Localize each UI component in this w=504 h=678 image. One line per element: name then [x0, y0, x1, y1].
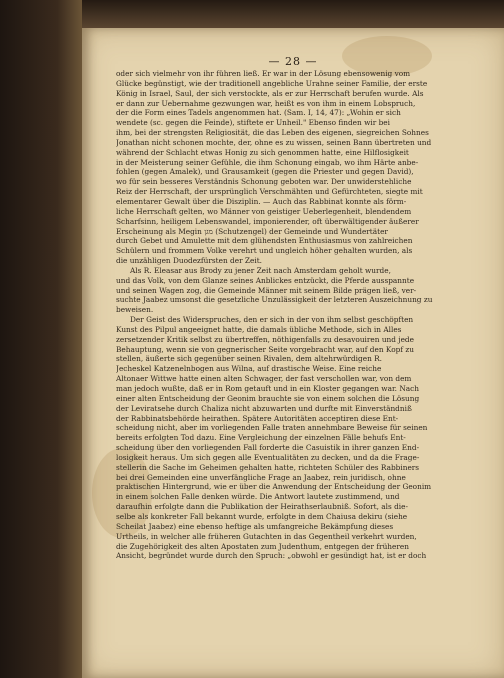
text-line: beweisen. [116, 305, 154, 315]
text-line: stellerin die Sache im Geheimen gehalten hatte, richteten Schüler des Rabbiners [116, 462, 420, 472]
body-text [116, 69, 484, 561]
text-line: Scheilat Jaabez) eine ebenso heftige als umfangreiche Bekämpfung dieses [116, 521, 394, 531]
text-line: Urtheils, in welcher alle früheren Gutachten in das Gegentheil verkehrt wurden, [116, 531, 417, 541]
text-line: und seinen Wagen zog, die Gemeinde Männer mit seinem Bilde prägen ließ, ver- [116, 285, 417, 295]
text-line: Jonathan nicht schonen mochte, der, ohne es zu wissen, seinen Bann übertreten und [116, 137, 432, 147]
text-line: Glücke begünstigt, wie der traditionell angebliche Urahne seiner Familie, der erste [116, 78, 428, 88]
text-line: der Leviratsehe durch Chaliza nicht abzuwarten und durfte mit Einverständniß [116, 403, 412, 413]
text-line: Reiz der Herrschaft, der ursprünglich Verschmähten und Gefürchteten, siegte mit [116, 187, 423, 197]
text-line: stellen, äußerte sich gegenüber seinen Rivalen, dem altehrwürdigen R. [116, 354, 383, 364]
text-line: daraufhin erfolgte dann die Publikation der Heirathserlaubniß. Sofort, als die- [116, 502, 408, 512]
text-line: selbe als konkreter Fall bekannt wurde, erfolgte in dem Chaiusa dekiru (siehe [116, 511, 408, 521]
text-line: die Zugehörigkeit des alten Apostaten zum Judenthum, entgegen der früheren [116, 541, 409, 551]
text-line: die unzähligen Duodezfürsten der Zeit. [116, 256, 262, 266]
page-number: — 28 — [268, 55, 318, 68]
text-line: liche Herrschaft gelten, wo Männer von geistiger Ueberlegenheit, blendendem [116, 206, 412, 216]
text-line: Jecheskel Katzenelnbogen aus Wilna, auf drastische Weise. Eine reiche [116, 364, 382, 374]
text-line: in der Meisterung seiner Gefühle, die ihm Schonung eingab, wo ihm Härte anbe- [116, 157, 419, 167]
text-line: losigkeit heraus. Um sich gegen alle Eventualitäten zu decken, und da die Frage- [116, 452, 420, 462]
text-line: bereits erfolgten Tod dazu. Eine Vergleichung der einzelnen Fälle behufs Ent- [116, 433, 406, 443]
text-line: praktischen Hintergrund, wie er über die Anwendung der Entscheidung der Geonim [116, 482, 432, 492]
text-line: durch Gebet und Amulette mit dem glühendsten Enthusiasmus von zahlreichen [116, 236, 413, 246]
text-line: man jedoch wußte, daß er in Rom getauft und in ein Kloster gegangen war. Nach [116, 384, 419, 393]
text-line: Behauptung, wenn sie von gegnerischer Seite vorgebracht war, auf den Kopf zu [116, 344, 414, 354]
text-line: Schülern und frommem Volke verehrt und ungleich höher gehalten wurden, als [116, 246, 413, 256]
left-page-edge [0, 0, 82, 678]
text-line: scheidung nicht, aber im vorliegenden Falle traten annehmbare Beweise für seinen [116, 423, 428, 433]
text-line: elementarer Gewalt über die Disziplin. — Auch das Rabbinat konnte als förm- [116, 196, 407, 206]
text-line: König in Israel, Saul, der sich verstockte, als er zur Herrschaft berufen wurde. Als [116, 88, 424, 98]
text-line: bei drei Gemeinden eine unverfängliche Frage an Jaabez, rein juridisch, ohne [116, 472, 406, 482]
text-line: der die Form eines Tadels angenommen hat. (Sam. I, 14, 47): „Wohin er sich [116, 108, 401, 118]
text-line: oder sich vielmehr von ihr führen ließ. Er war in der Lösung ebensowenig vom [116, 69, 411, 78]
text-line: Erscheinung als Megin מגן (Schutzengel) der Gemeinde und Wundertäter [116, 226, 388, 236]
text-line: während der Schlacht etwas Honig zu sich genommen hatte, eine Hilflosigkeit [116, 147, 409, 157]
text-line: scheidung über den vorliegenden Fall forderte die Casuistik in ihrer ganzen End- [116, 443, 420, 453]
text-line: suchte Jaabez umsonst die gesetzliche Unzulässigkeit der letzteren Auszeichnung zu [116, 295, 433, 305]
text-line: Scharfsinn, heiligem Lebenswandel, imponierender, oft überwältigender äußerer [116, 216, 419, 226]
text-line: zersetzender Kritik selbst zu übertreffen, nöthigenfalls zu desavouiren und jede [116, 334, 414, 344]
text-line: er dann zur Uebernahme gezwungen war, heißt es von ihm in einem Lobspruch, [116, 98, 416, 108]
text-line: Kunst des Pilpul angeeignet hatte, die damals übliche Methode, sich in Alles [116, 324, 402, 334]
top-page-edge [82, 0, 504, 28]
text-line: Der Geist des Widerspruches, den er sich in der von ihm selbst geschöpften [130, 315, 414, 325]
text-line: Altonaer Wittwe hatte einen alten Schwager, der fast verschollen war, von dem [116, 374, 412, 384]
text-line: Ansicht, begründet wurde durch den Spruch: „obwohl er gesündigt hat, ist er doch [116, 551, 427, 561]
text-line: einer alten Entscheidung der Geonim brauchte sie von einem solchen die Lösung [116, 393, 420, 403]
text-line: und das Volk, von dem Glanze seines Anblickes entzückt, die Pferde ausspannte [116, 275, 415, 285]
text-line: wo für sein besseres Verständnis Schonung geboten war. Der unwiderstehliche [116, 177, 412, 187]
text-line: ihm, bei der strengsten Religiosität, die das Leben des eigenen, siegreichen Sohnes [116, 128, 429, 138]
text-line: der Rabbinatsbehörde heirathen. Spätere Autoritäten acceptiren diese Ent- [116, 413, 399, 423]
text-line: fohlen (gegen Amalek), und Grausamkeit (gegen die Priester und gegen David), [116, 167, 414, 177]
text-line: wendete (sc. gegen die Feinde), stiftete er Unheil." Ebenso finden wir bei [116, 118, 390, 128]
text-line: Als R. Eleasar aus Brody zu jener Zeit nach Amsterdam geholt wurde, [130, 265, 391, 275]
text-line: in einem solchen Falle denken würde. Die Antwort lautete zustimmend, und [116, 492, 400, 502]
